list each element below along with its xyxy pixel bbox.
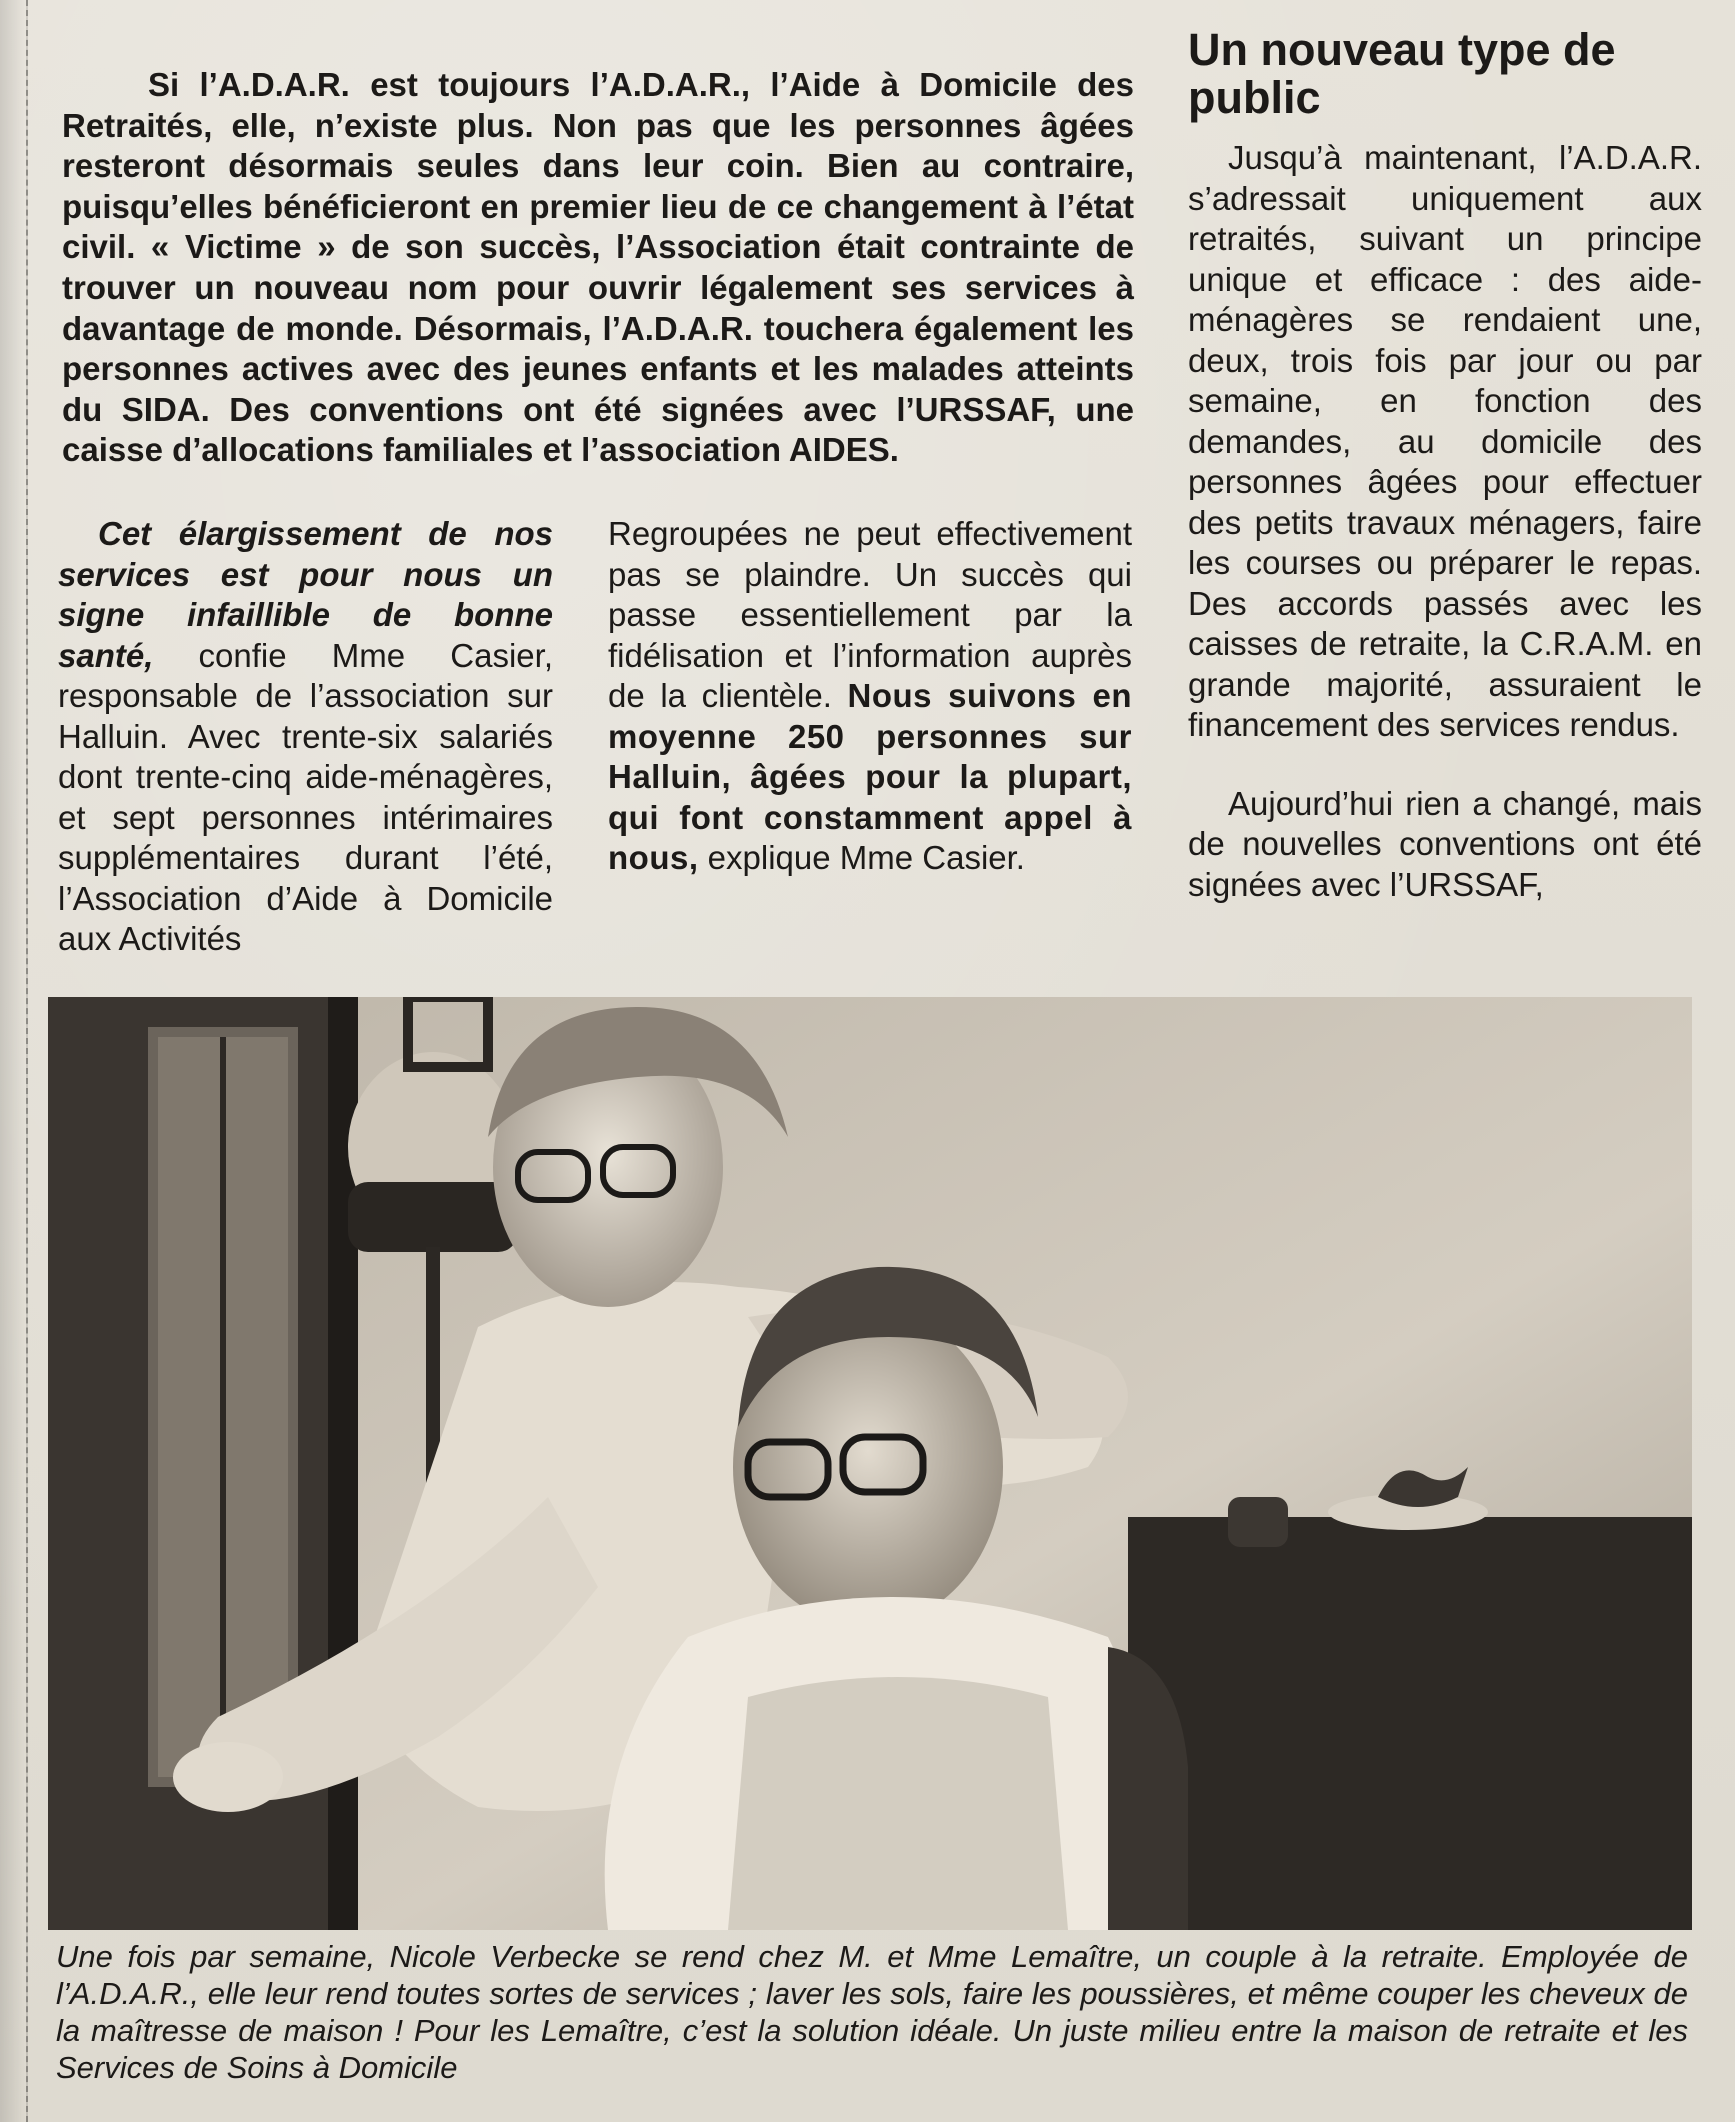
photo-caption: Une fois par semaine, Nicole Verbecke se rend chez M. et Mme Lemaître, un couple à la retraite. Employée de l’A.D.A.R., elle leur rend toutes sortes de services ; laver les sols, faire les poussières, et même couper les cheveux de la maîtresse de maison ! Pour les Lemaître, c’est la solution idéale. Un juste milieu entre la maison de retraite et les Services de Soins à Domicile [56, 1939, 1688, 2085]
column-2 [608, 514, 1132, 879]
photo-illustration [48, 997, 1692, 1930]
col2-tail: explique Mme Casier. [698, 839, 1025, 876]
section-heading: Un nouveau type de public [1188, 24, 1616, 123]
col3-para1: Jusqu’à maintenant, l’A.D.A.R. s’adressait uniquement aux retraités, suivant un principe unique et efficace : des aide-ménagères se rendaient une, deux, trois fois par jour ou par semaine, en fonction des demandes, au domicile des personnes âgées pour effectuer des petits travaux ménagers, faire les courses ou préparer le repas. Des accords passés avec les caisses de retraite, la C.R.A.M. en grande majorité, assuraient le financement des services rendus. [1188, 139, 1702, 743]
col1-text: confie Mme Casier, responsable de l’association sur Halluin. Avec trente-six salariés dont trente-cinq aide-ménagères, et sept personnes intérimaires supplémentaires durant l’été, l’Association d’Aide à Domicile aux Activités [58, 636, 553, 957]
lead-paragraph: Si l’A.D.A.R. est toujours l’A.D.A.R., l’Aide à Domicile des Retraités, elle, n’existe plus. Non pas que les personnes âgées resteront désormais seules dans leur coin. Bien au contraire, puisqu’elles bénéficieront en premier lieu de ce changement à l’état civil. « Victime » de son succès, l’Association était contrainte de trouver un nouveau nom pour ouvrir légalement ses services à davantage de monde. Désormais, l’A.D.A.R. touchera également les personnes actives avec des jeunes enfants et les malades atteints du SIDA. Des conventions ont été signées avec l’URSSAF, une caisse d’allocations familiales et l’association AIDES. [62, 66, 1134, 469]
col2-quote: Nous suivons en moyenne 250 personnes sur Halluin, âgées pour la plupart, qui font constamment appel à nous, [608, 677, 1132, 876]
article-photo [48, 997, 1692, 1930]
torn-left-edge [0, 0, 28, 2122]
column-1 [58, 514, 553, 960]
col3-para2: Aujourd’hui rien a changé, mais de nouvelles conventions ont été signées avec l’URSSAF, [1188, 784, 1702, 903]
col2-text: Regroupées ne peut effectivement pas se plaindre. Un succès qui passe essentiellement par la fidélisation et l’information auprès de la clientèle. [608, 515, 1132, 714]
column-3 [1188, 138, 1702, 905]
col1-quote: Cet élargissement de nos services est pour nous un signe infaillible de bonne santé, [58, 515, 553, 674]
